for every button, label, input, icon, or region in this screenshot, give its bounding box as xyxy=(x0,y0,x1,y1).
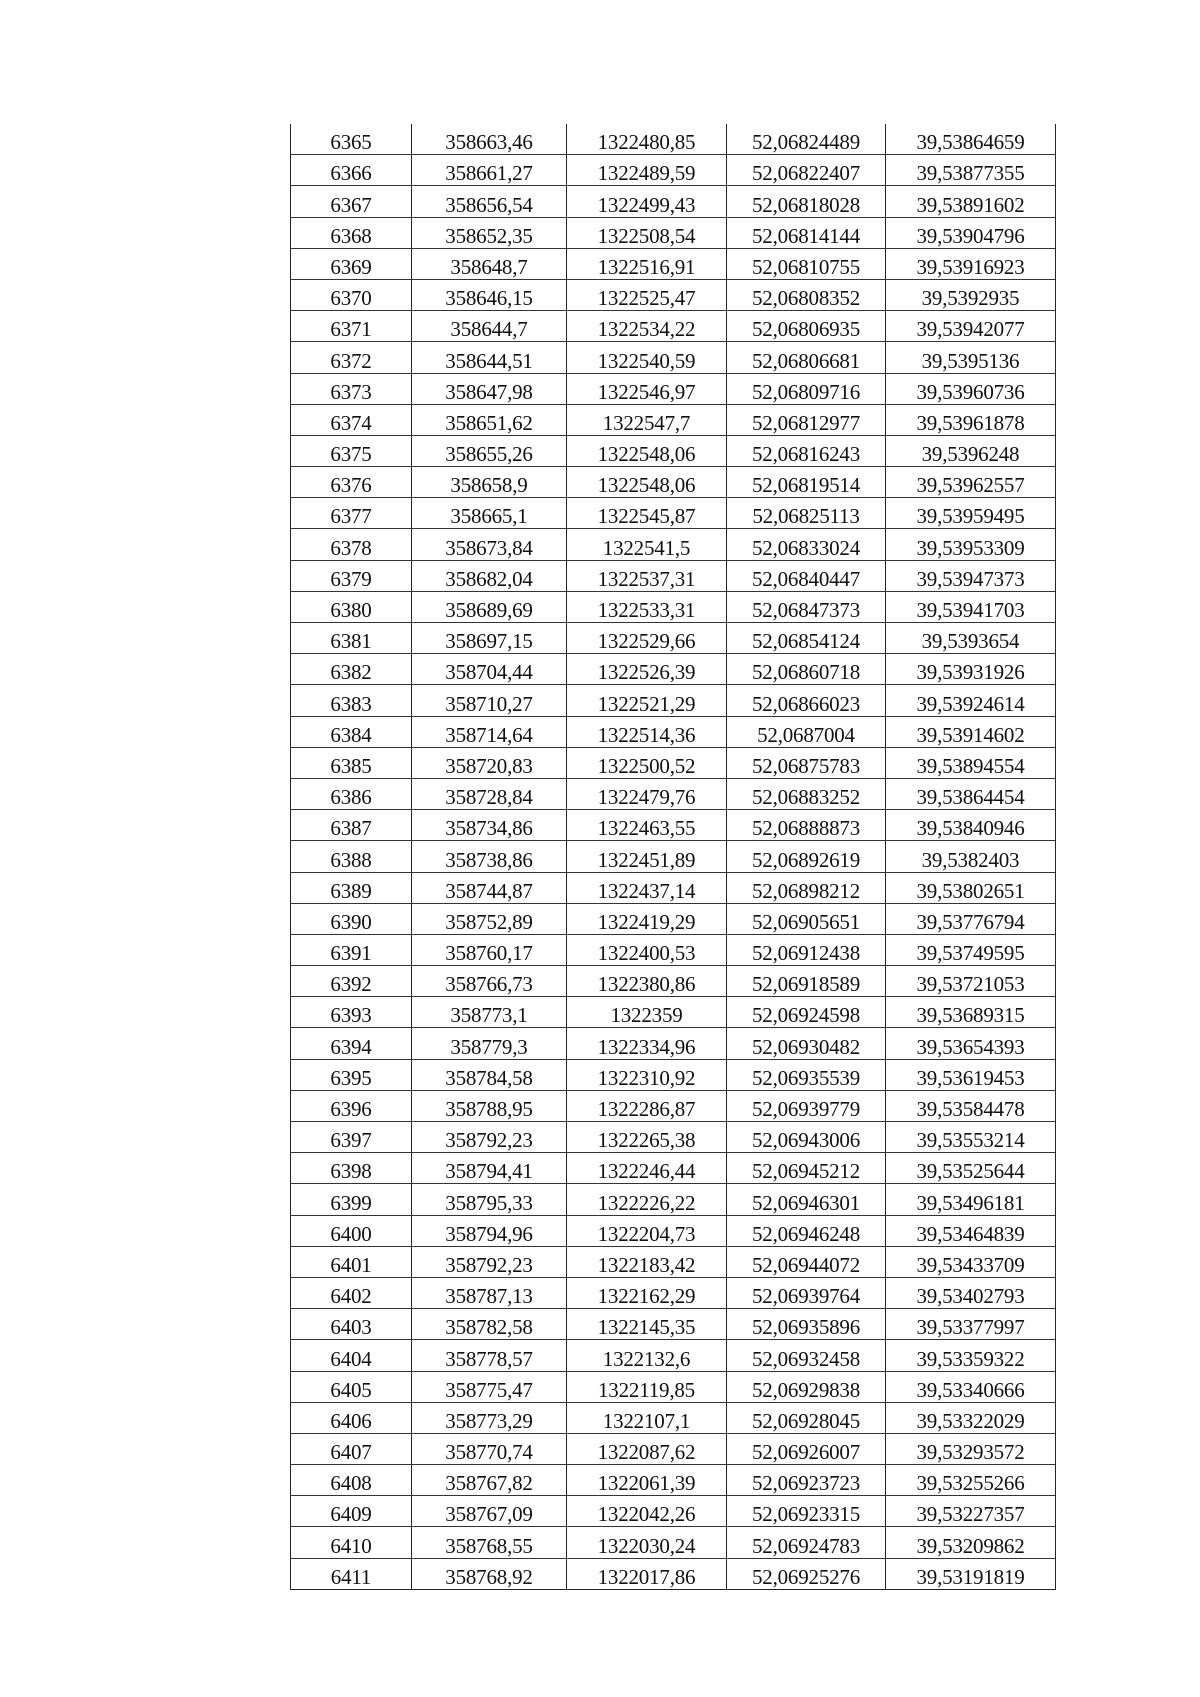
y-coordinate-cell: 1322548,06 xyxy=(567,435,727,466)
longitude-cell: 39,53962557 xyxy=(886,467,1056,498)
x-coordinate-cell: 358651,62 xyxy=(412,404,567,435)
latitude-cell: 52,06939764 xyxy=(727,1277,886,1308)
latitude-cell: 52,06892619 xyxy=(727,841,886,872)
x-coordinate-cell: 358760,17 xyxy=(412,934,567,965)
x-coordinate-cell: 358646,15 xyxy=(412,279,567,310)
point-number-cell: 6373 xyxy=(291,373,412,404)
table-row xyxy=(291,747,1056,778)
point-number-cell: 6403 xyxy=(291,1309,412,1340)
x-coordinate-cell: 358779,3 xyxy=(412,1028,567,1059)
x-coordinate-cell: 358697,15 xyxy=(412,623,567,654)
y-coordinate-cell: 1322546,97 xyxy=(567,373,727,404)
point-number-cell: 6394 xyxy=(291,1028,412,1059)
table-row xyxy=(291,279,1056,310)
y-coordinate-cell: 1322499,43 xyxy=(567,186,727,217)
y-coordinate-cell: 1322162,29 xyxy=(567,1277,727,1308)
y-coordinate-cell: 1322334,96 xyxy=(567,1028,727,1059)
x-coordinate-cell: 358752,89 xyxy=(412,903,567,934)
x-coordinate-cell: 358795,33 xyxy=(412,1184,567,1215)
table-row xyxy=(291,155,1056,186)
point-number-cell: 6398 xyxy=(291,1153,412,1184)
latitude-cell: 52,06809716 xyxy=(727,373,886,404)
table-row xyxy=(291,903,1056,934)
table-row xyxy=(291,810,1056,841)
y-coordinate-cell: 1322107,1 xyxy=(567,1402,727,1433)
y-coordinate-cell: 1322400,53 xyxy=(567,934,727,965)
latitude-cell: 52,06944072 xyxy=(727,1246,886,1277)
x-coordinate-cell: 358768,92 xyxy=(412,1558,567,1589)
longitude-cell: 39,53359322 xyxy=(886,1340,1056,1371)
longitude-cell: 39,53209862 xyxy=(886,1527,1056,1558)
latitude-cell: 52,06935539 xyxy=(727,1059,886,1090)
y-coordinate-cell: 1322204,73 xyxy=(567,1215,727,1246)
x-coordinate-cell: 358792,23 xyxy=(412,1246,567,1277)
point-number-cell: 6372 xyxy=(291,342,412,373)
latitude-cell: 52,06943006 xyxy=(727,1122,886,1153)
point-number-cell: 6407 xyxy=(291,1433,412,1464)
y-coordinate-cell: 1322463,55 xyxy=(567,810,727,841)
x-coordinate-cell: 358788,95 xyxy=(412,1090,567,1121)
y-coordinate-cell: 1322030,24 xyxy=(567,1527,727,1558)
y-coordinate-cell: 1322537,31 xyxy=(567,560,727,591)
longitude-cell: 39,53959495 xyxy=(886,498,1056,529)
x-coordinate-cell: 358794,96 xyxy=(412,1215,567,1246)
x-coordinate-cell: 358656,54 xyxy=(412,186,567,217)
y-coordinate-cell: 1322286,87 xyxy=(567,1090,727,1121)
latitude-cell: 52,06883252 xyxy=(727,778,886,809)
y-coordinate-cell: 1322540,59 xyxy=(567,342,727,373)
longitude-cell: 39,53654393 xyxy=(886,1028,1056,1059)
latitude-cell: 52,06806935 xyxy=(727,311,886,342)
x-coordinate-cell: 358647,98 xyxy=(412,373,567,404)
y-coordinate-cell: 1322359 xyxy=(567,997,727,1028)
longitude-cell: 39,53340666 xyxy=(886,1371,1056,1402)
point-number-cell: 6405 xyxy=(291,1371,412,1402)
point-number-cell: 6409 xyxy=(291,1496,412,1527)
latitude-cell: 52,06822407 xyxy=(727,155,886,186)
x-coordinate-cell: 358644,51 xyxy=(412,342,567,373)
point-number-cell: 6382 xyxy=(291,654,412,685)
x-coordinate-cell: 358773,1 xyxy=(412,997,567,1028)
latitude-cell: 52,06806681 xyxy=(727,342,886,373)
point-number-cell: 6411 xyxy=(291,1558,412,1589)
latitude-cell: 52,06928045 xyxy=(727,1402,886,1433)
point-number-cell: 6396 xyxy=(291,1090,412,1121)
latitude-cell: 52,06929838 xyxy=(727,1371,886,1402)
longitude-cell: 39,53931926 xyxy=(886,654,1056,685)
longitude-cell: 39,53255266 xyxy=(886,1465,1056,1496)
point-number-cell: 6386 xyxy=(291,778,412,809)
y-coordinate-cell: 1322246,44 xyxy=(567,1153,727,1184)
point-number-cell: 6369 xyxy=(291,248,412,279)
table-row xyxy=(291,1371,1056,1402)
x-coordinate-cell: 358652,35 xyxy=(412,217,567,248)
table-row xyxy=(291,934,1056,965)
point-number-cell: 6387 xyxy=(291,810,412,841)
table-row xyxy=(291,1184,1056,1215)
x-coordinate-cell: 358673,84 xyxy=(412,529,567,560)
y-coordinate-cell: 1322548,06 xyxy=(567,467,727,498)
latitude-cell: 52,06912438 xyxy=(727,934,886,965)
table-row xyxy=(291,217,1056,248)
longitude-cell: 39,53496181 xyxy=(886,1184,1056,1215)
y-coordinate-cell: 1322119,85 xyxy=(567,1371,727,1402)
table-row xyxy=(291,872,1056,903)
point-number-cell: 6397 xyxy=(291,1122,412,1153)
table-row xyxy=(291,1558,1056,1589)
longitude-cell: 39,53894554 xyxy=(886,747,1056,778)
latitude-cell: 52,06825113 xyxy=(727,498,886,529)
y-coordinate-cell: 1322380,86 xyxy=(567,966,727,997)
x-coordinate-cell: 358644,7 xyxy=(412,311,567,342)
latitude-cell: 52,06888873 xyxy=(727,810,886,841)
point-number-cell: 6391 xyxy=(291,934,412,965)
latitude-cell: 52,06812977 xyxy=(727,404,886,435)
y-coordinate-cell: 1322508,54 xyxy=(567,217,727,248)
point-number-cell: 6404 xyxy=(291,1340,412,1371)
x-coordinate-cell: 358682,04 xyxy=(412,560,567,591)
latitude-cell: 52,06818028 xyxy=(727,186,886,217)
point-number-cell: 6395 xyxy=(291,1059,412,1090)
table-row xyxy=(291,1465,1056,1496)
y-coordinate-cell: 1322017,86 xyxy=(567,1558,727,1589)
longitude-cell: 39,53802651 xyxy=(886,872,1056,903)
latitude-cell: 52,06819514 xyxy=(727,467,886,498)
longitude-cell: 39,53584478 xyxy=(886,1090,1056,1121)
longitude-cell: 39,53904796 xyxy=(886,217,1056,248)
table-row xyxy=(291,311,1056,342)
x-coordinate-cell: 358770,74 xyxy=(412,1433,567,1464)
table-row xyxy=(291,560,1056,591)
latitude-cell: 52,06905651 xyxy=(727,903,886,934)
latitude-cell: 52,06824489 xyxy=(727,124,886,155)
x-coordinate-cell: 358648,7 xyxy=(412,248,567,279)
y-coordinate-cell: 1322489,59 xyxy=(567,155,727,186)
coordinates-table-body xyxy=(291,124,1056,1589)
x-coordinate-cell: 358663,46 xyxy=(412,124,567,155)
table-row xyxy=(291,342,1056,373)
y-coordinate-cell: 1322526,39 xyxy=(567,654,727,685)
x-coordinate-cell: 358784,58 xyxy=(412,1059,567,1090)
x-coordinate-cell: 358728,84 xyxy=(412,778,567,809)
table-row xyxy=(291,1028,1056,1059)
point-number-cell: 6376 xyxy=(291,467,412,498)
longitude-cell: 39,53433709 xyxy=(886,1246,1056,1277)
table-row xyxy=(291,1090,1056,1121)
longitude-cell: 39,53941703 xyxy=(886,591,1056,622)
table-row xyxy=(291,529,1056,560)
table-row xyxy=(291,1122,1056,1153)
latitude-cell: 52,06840447 xyxy=(727,560,886,591)
latitude-cell: 52,06814144 xyxy=(727,217,886,248)
longitude-cell: 39,53840946 xyxy=(886,810,1056,841)
table-row xyxy=(291,1153,1056,1184)
point-number-cell: 6385 xyxy=(291,747,412,778)
point-number-cell: 6367 xyxy=(291,186,412,217)
table-row xyxy=(291,435,1056,466)
longitude-cell: 39,53864659 xyxy=(886,124,1056,155)
x-coordinate-cell: 358738,86 xyxy=(412,841,567,872)
longitude-cell: 39,53402793 xyxy=(886,1277,1056,1308)
coordinates-table xyxy=(290,124,1056,1590)
latitude-cell: 52,06866023 xyxy=(727,685,886,716)
latitude-cell: 52,06860718 xyxy=(727,654,886,685)
y-coordinate-cell: 1322132,6 xyxy=(567,1340,727,1371)
table-row xyxy=(291,1246,1056,1277)
point-number-cell: 6370 xyxy=(291,279,412,310)
y-coordinate-cell: 1322480,85 xyxy=(567,124,727,155)
y-coordinate-cell: 1322310,92 xyxy=(567,1059,727,1090)
y-coordinate-cell: 1322533,31 xyxy=(567,591,727,622)
y-coordinate-cell: 1322419,29 xyxy=(567,903,727,934)
point-number-cell: 6374 xyxy=(291,404,412,435)
table-row xyxy=(291,1277,1056,1308)
x-coordinate-cell: 358720,83 xyxy=(412,747,567,778)
table-row xyxy=(291,1059,1056,1090)
y-coordinate-cell: 1322516,91 xyxy=(567,248,727,279)
x-coordinate-cell: 358773,29 xyxy=(412,1402,567,1433)
table-row xyxy=(291,248,1056,279)
y-coordinate-cell: 1322541,5 xyxy=(567,529,727,560)
longitude-cell: 39,53227357 xyxy=(886,1496,1056,1527)
x-coordinate-cell: 358661,27 xyxy=(412,155,567,186)
longitude-cell: 39,53877355 xyxy=(886,155,1056,186)
x-coordinate-cell: 358775,47 xyxy=(412,1371,567,1402)
latitude-cell: 52,06946248 xyxy=(727,1215,886,1246)
x-coordinate-cell: 358704,44 xyxy=(412,654,567,685)
longitude-cell: 39,53619453 xyxy=(886,1059,1056,1090)
longitude-cell: 39,53191819 xyxy=(886,1558,1056,1589)
point-number-cell: 6392 xyxy=(291,966,412,997)
point-number-cell: 6371 xyxy=(291,311,412,342)
latitude-cell: 52,06923315 xyxy=(727,1496,886,1527)
table-row xyxy=(291,997,1056,1028)
y-coordinate-cell: 1322061,39 xyxy=(567,1465,727,1496)
table-row xyxy=(291,1433,1056,1464)
x-coordinate-cell: 358767,82 xyxy=(412,1465,567,1496)
longitude-cell: 39,53864454 xyxy=(886,778,1056,809)
table-row xyxy=(291,467,1056,498)
table-row xyxy=(291,1496,1056,1527)
table-row xyxy=(291,966,1056,997)
x-coordinate-cell: 358792,23 xyxy=(412,1122,567,1153)
y-coordinate-cell: 1322451,89 xyxy=(567,841,727,872)
table-row xyxy=(291,1527,1056,1558)
x-coordinate-cell: 358744,87 xyxy=(412,872,567,903)
y-coordinate-cell: 1322265,38 xyxy=(567,1122,727,1153)
point-number-cell: 6377 xyxy=(291,498,412,529)
longitude-cell: 39,53891602 xyxy=(886,186,1056,217)
latitude-cell: 52,06847373 xyxy=(727,591,886,622)
latitude-cell: 52,06816243 xyxy=(727,435,886,466)
table-row xyxy=(291,404,1056,435)
latitude-cell: 52,0687004 xyxy=(727,716,886,747)
point-number-cell: 6375 xyxy=(291,435,412,466)
table-row xyxy=(291,685,1056,716)
y-coordinate-cell: 1322545,87 xyxy=(567,498,727,529)
latitude-cell: 52,06945212 xyxy=(727,1153,886,1184)
y-coordinate-cell: 1322514,36 xyxy=(567,716,727,747)
x-coordinate-cell: 358710,27 xyxy=(412,685,567,716)
table-row xyxy=(291,654,1056,685)
x-coordinate-cell: 358794,41 xyxy=(412,1153,567,1184)
x-coordinate-cell: 358658,9 xyxy=(412,467,567,498)
table-row xyxy=(291,716,1056,747)
table-row xyxy=(291,1340,1056,1371)
point-number-cell: 6366 xyxy=(291,155,412,186)
table-row xyxy=(291,841,1056,872)
point-number-cell: 6365 xyxy=(291,124,412,155)
longitude-cell: 39,53960736 xyxy=(886,373,1056,404)
longitude-cell: 39,53947373 xyxy=(886,560,1056,591)
table-row xyxy=(291,498,1056,529)
longitude-cell: 39,53776794 xyxy=(886,903,1056,934)
y-coordinate-cell: 1322087,62 xyxy=(567,1433,727,1464)
latitude-cell: 52,06808352 xyxy=(727,279,886,310)
longitude-cell: 39,53961878 xyxy=(886,404,1056,435)
longitude-cell: 39,5393654 xyxy=(886,623,1056,654)
y-coordinate-cell: 1322534,22 xyxy=(567,311,727,342)
y-coordinate-cell: 1322226,22 xyxy=(567,1184,727,1215)
table-row xyxy=(291,591,1056,622)
y-coordinate-cell: 1322042,26 xyxy=(567,1496,727,1527)
x-coordinate-cell: 358767,09 xyxy=(412,1496,567,1527)
latitude-cell: 52,06932458 xyxy=(727,1340,886,1371)
longitude-cell: 39,53553214 xyxy=(886,1122,1056,1153)
point-number-cell: 6389 xyxy=(291,872,412,903)
longitude-cell: 39,53525644 xyxy=(886,1153,1056,1184)
latitude-cell: 52,06925276 xyxy=(727,1558,886,1589)
longitude-cell: 39,53924614 xyxy=(886,685,1056,716)
x-coordinate-cell: 358766,73 xyxy=(412,966,567,997)
x-coordinate-cell: 358782,58 xyxy=(412,1309,567,1340)
longitude-cell: 39,53322029 xyxy=(886,1402,1056,1433)
point-number-cell: 6400 xyxy=(291,1215,412,1246)
x-coordinate-cell: 358768,55 xyxy=(412,1527,567,1558)
y-coordinate-cell: 1322525,47 xyxy=(567,279,727,310)
point-number-cell: 6406 xyxy=(291,1402,412,1433)
x-coordinate-cell: 358665,1 xyxy=(412,498,567,529)
latitude-cell: 52,06918589 xyxy=(727,966,886,997)
latitude-cell: 52,06924783 xyxy=(727,1527,886,1558)
point-number-cell: 6401 xyxy=(291,1246,412,1277)
y-coordinate-cell: 1322521,29 xyxy=(567,685,727,716)
y-coordinate-cell: 1322479,76 xyxy=(567,778,727,809)
table-row xyxy=(291,1309,1056,1340)
x-coordinate-cell: 358734,86 xyxy=(412,810,567,841)
table-row xyxy=(291,373,1056,404)
longitude-cell: 39,53464839 xyxy=(886,1215,1056,1246)
point-number-cell: 6402 xyxy=(291,1277,412,1308)
latitude-cell: 52,06875783 xyxy=(727,747,886,778)
point-number-cell: 6388 xyxy=(291,841,412,872)
latitude-cell: 52,06930482 xyxy=(727,1028,886,1059)
point-number-cell: 6380 xyxy=(291,591,412,622)
y-coordinate-cell: 1322547,7 xyxy=(567,404,727,435)
point-number-cell: 6408 xyxy=(291,1465,412,1496)
longitude-cell: 39,53942077 xyxy=(886,311,1056,342)
latitude-cell: 52,06939779 xyxy=(727,1090,886,1121)
point-number-cell: 6379 xyxy=(291,560,412,591)
point-number-cell: 6381 xyxy=(291,623,412,654)
latitude-cell: 52,06898212 xyxy=(727,872,886,903)
longitude-cell: 39,5396248 xyxy=(886,435,1056,466)
point-number-cell: 6410 xyxy=(291,1527,412,1558)
latitude-cell: 52,06833024 xyxy=(727,529,886,560)
longitude-cell: 39,5392935 xyxy=(886,279,1056,310)
table-row xyxy=(291,778,1056,809)
longitude-cell: 39,5382403 xyxy=(886,841,1056,872)
table-row xyxy=(291,1402,1056,1433)
point-number-cell: 6390 xyxy=(291,903,412,934)
longitude-cell: 39,53721053 xyxy=(886,966,1056,997)
longitude-cell: 39,53953309 xyxy=(886,529,1056,560)
latitude-cell: 52,06926007 xyxy=(727,1433,886,1464)
longitude-cell: 39,5395136 xyxy=(886,342,1056,373)
longitude-cell: 39,53689315 xyxy=(886,997,1056,1028)
longitude-cell: 39,53377997 xyxy=(886,1309,1056,1340)
table-row xyxy=(291,124,1056,155)
x-coordinate-cell: 358778,57 xyxy=(412,1340,567,1371)
latitude-cell: 52,06810755 xyxy=(727,248,886,279)
point-number-cell: 6368 xyxy=(291,217,412,248)
latitude-cell: 52,06923723 xyxy=(727,1465,886,1496)
x-coordinate-cell: 358689,69 xyxy=(412,591,567,622)
y-coordinate-cell: 1322500,52 xyxy=(567,747,727,778)
y-coordinate-cell: 1322437,14 xyxy=(567,872,727,903)
point-number-cell: 6378 xyxy=(291,529,412,560)
point-number-cell: 6399 xyxy=(291,1184,412,1215)
x-coordinate-cell: 358787,13 xyxy=(412,1277,567,1308)
table-row xyxy=(291,623,1056,654)
x-coordinate-cell: 358655,26 xyxy=(412,435,567,466)
latitude-cell: 52,06935896 xyxy=(727,1309,886,1340)
latitude-cell: 52,06946301 xyxy=(727,1184,886,1215)
y-coordinate-cell: 1322145,35 xyxy=(567,1309,727,1340)
longitude-cell: 39,53293572 xyxy=(886,1433,1056,1464)
longitude-cell: 39,53749595 xyxy=(886,934,1056,965)
point-number-cell: 6384 xyxy=(291,716,412,747)
point-number-cell: 6393 xyxy=(291,997,412,1028)
latitude-cell: 52,06924598 xyxy=(727,997,886,1028)
latitude-cell: 52,06854124 xyxy=(727,623,886,654)
y-coordinate-cell: 1322183,42 xyxy=(567,1246,727,1277)
longitude-cell: 39,53916923 xyxy=(886,248,1056,279)
longitude-cell: 39,53914602 xyxy=(886,716,1056,747)
table-row xyxy=(291,186,1056,217)
point-number-cell: 6383 xyxy=(291,685,412,716)
y-coordinate-cell: 1322529,66 xyxy=(567,623,727,654)
x-coordinate-cell: 358714,64 xyxy=(412,716,567,747)
table-row xyxy=(291,1215,1056,1246)
